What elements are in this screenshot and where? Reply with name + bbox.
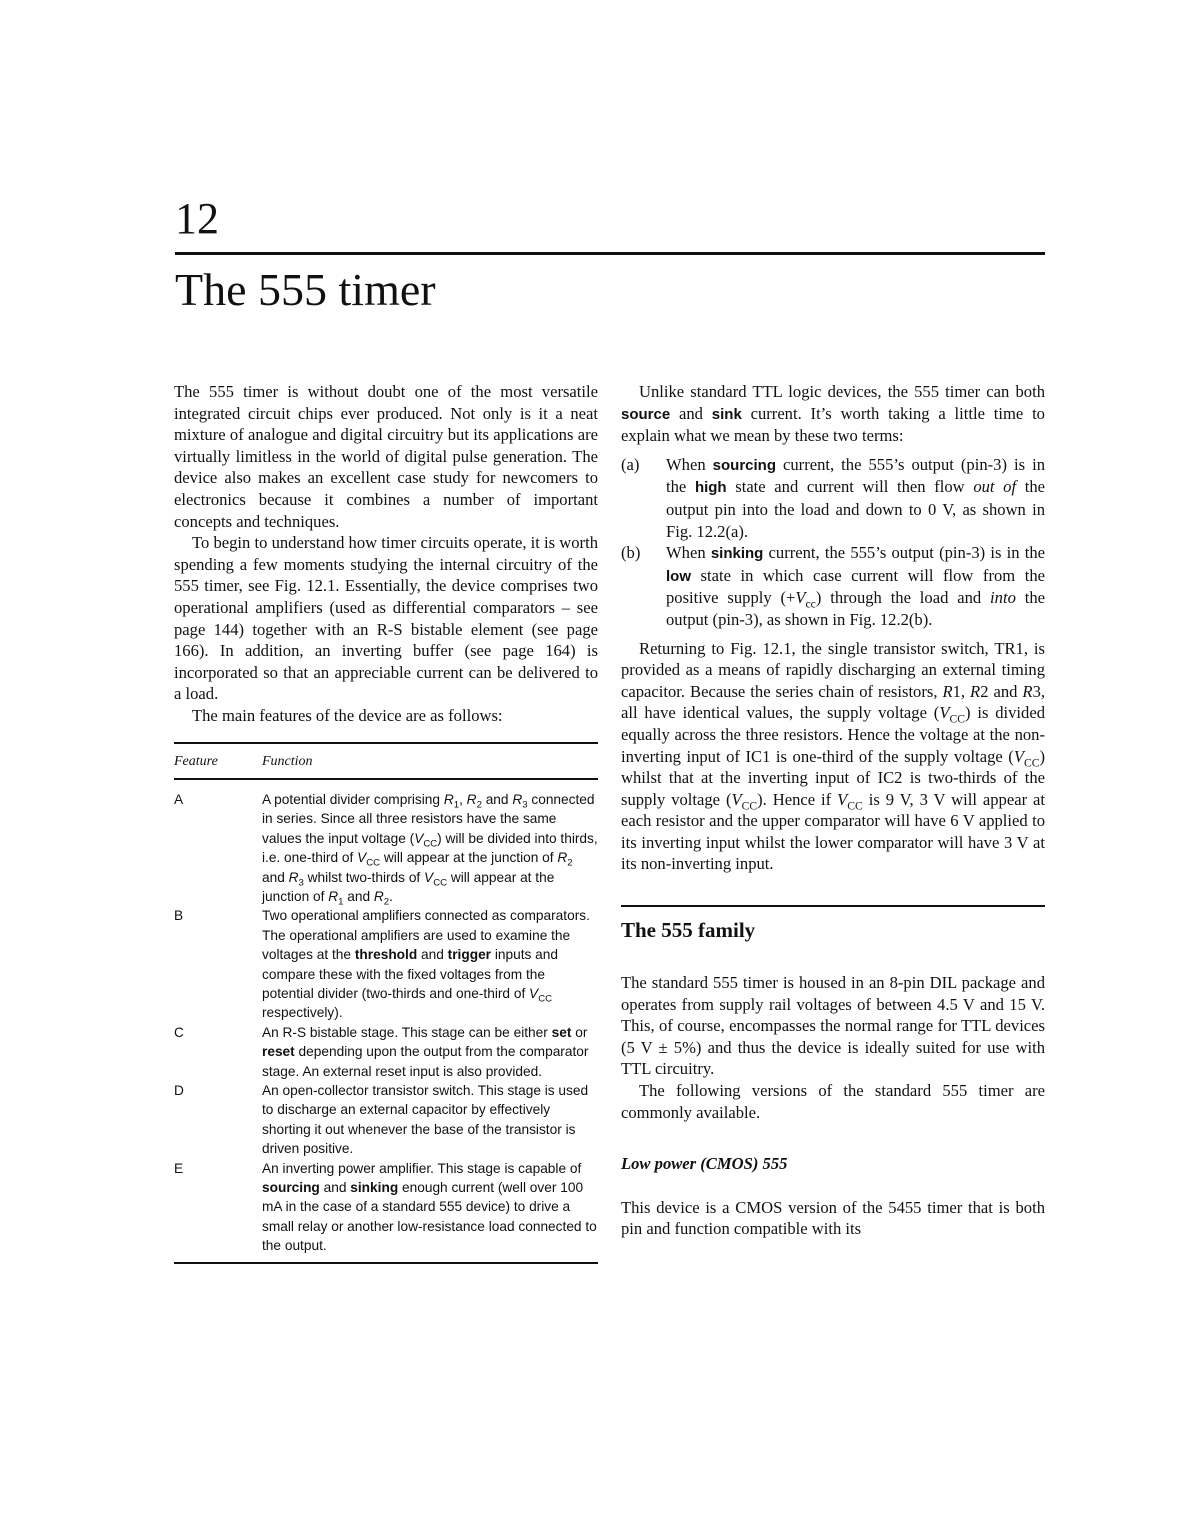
discharge-paragraph: Returning to Fig. 12.1, the single transistor switch, TR1, is provided as a means of rapidly discharging an external timing capacitor. Because the series chain of resistors, R1, R2 and R3, all have identical values, the supply voltage $(V_{CC})$ is divided equally across the three resistors. Hence the voltage at the non-inverting input of IC1 is one-third of the supply voltage $(V_{CC})$ whilst that at the inverting input of IC2 is two-thirds of the supply voltage $(V_{CC})$. Hence if $V_{CC}$ is 9 V, 3 V will appear at each resistor and the upper comparator will have 6 V applied to its inverting input whilst the lower comparator will have 3 V at its non-inverting input. bbox=[621, 638, 1046, 874]
table-row bbox=[174, 1023, 598, 1081]
versions-paragraph: The following versions of the standard 555 timer are commonly available. bbox=[621, 1081, 1045, 1122]
cmos-paragraph: This device is a CMOS version of the 5455 timer that is both pin and function compatible with its bbox=[621, 1197, 1045, 1239]
list-marker: (a) bbox=[621, 454, 640, 474]
table-row bbox=[174, 906, 598, 1022]
sub-heading: Low power (CMOS) 555 bbox=[621, 1154, 788, 1174]
chapter-title: The 555 timer bbox=[175, 264, 436, 315]
table-row bbox=[174, 1159, 598, 1263]
list-item bbox=[621, 542, 1045, 630]
internal-circuitry-paragraph: To begin to understand how timer circuits operate, it is worth spending a few moments studying the internal circuitry of the 555 timer, see Fig. 12.1. Essentially, the device comprises two operational amplifiers (used as differential comparators – see page 144) together with an R-S bistable element (see page 166). In addition, an inverting buffer (see page 164) is incorporated so that an appreciable current can be delivered to a load. bbox=[174, 533, 598, 704]
function-cell: An R-S bistable stage. This stage can be either set or reset depending upon the output from the comparator stage. An external reset input is also provided. bbox=[262, 1024, 589, 1079]
source-sink-paragraph: Unlike standard TTL logic devices, the 555 timer can both source and sink current. It’s worth taking a little time to explain what we mean by these two terms: bbox=[621, 382, 1045, 446]
feature-cell: D bbox=[174, 1083, 184, 1098]
intro-paragraph: The 555 timer is without doubt one of the most versatile integrated circuit chips ever produced. Not only is it a neat mixture of analogue and digital circuitry but its applications are virtually limitless in the world of digital pulse generation. The device also makes an excellent case study for newcomers to electronics because it combines a number of important concepts and techniques. bbox=[174, 382, 598, 531]
section-rule bbox=[621, 905, 1045, 907]
feature-cell: E bbox=[174, 1159, 262, 1263]
function-cell: An open-collector transistor switch. This stage is used to discharge an external capacitor by effectively shorting it out whenever the base of the transistor is driven positive. bbox=[262, 1083, 589, 1157]
chapter-rule bbox=[175, 252, 1045, 255]
right-column bbox=[621, 381, 1045, 1240]
table-header-function: Function bbox=[262, 743, 598, 779]
table-header-feature: Feature bbox=[174, 743, 262, 779]
feature-cell: A bbox=[174, 791, 184, 807]
left-column bbox=[174, 381, 598, 1264]
section-heading: The 555 family bbox=[621, 918, 756, 943]
function-cell: An inverting power amplifier. This stage is capable of sourcing and sinking enough current (well over 100 mA in the case of a standard 555 device) to drive a small relay or another low-resistance load connected to the output. bbox=[262, 1159, 598, 1263]
table-row bbox=[174, 779, 598, 906]
source-sink-list bbox=[621, 454, 1045, 631]
family-paragraph: The standard 555 timer is housed in an 8-pin DIL package and operates from supply rail voltages of between 4.5 V and 15 V. This, of course, encompasses the normal range for TTL devices (5 V ± 5%) and thus the device is ideally suited for use with TTL circuitry. bbox=[621, 973, 1045, 1079]
function-cell: Two operational amplifiers connected as comparators. The operational amplifiers are used to examine the voltages at the threshold and trigger inputs and compare these with the fixed voltages from the potential divider (two-thirds and one-third of $V_{CC}$ respectively). bbox=[262, 908, 590, 1021]
feature-cell: C bbox=[174, 1024, 184, 1040]
features-table bbox=[174, 742, 598, 1264]
list-item bbox=[621, 454, 1045, 542]
feature-cell: B bbox=[174, 908, 184, 924]
table-header-row bbox=[174, 743, 598, 779]
list-marker: (b) bbox=[621, 543, 641, 563]
list-item-text: When sinking current, the 555’s output (pin-3) is in the low state in which case current will flow from the positive supply $(+V_{cc})$ through the load and into the output (pin-3), as shown in Fig. 12.2(b). bbox=[666, 543, 1045, 629]
features-intro-paragraph: The main features of the device are as follows: bbox=[192, 705, 503, 725]
table-row bbox=[174, 1081, 598, 1159]
list-item-text: When sourcing current, the 555’s output (pin-3) is in the high state and current will then flow out of the output pin into the load and down to 0 V, as shown in Fig. 12.2(a). bbox=[666, 454, 1046, 541]
chapter-number: 12 bbox=[175, 194, 219, 243]
function-cell: A potential divider comprising $R_1$, $R_2$ and $R_3$ connected in series. Since all three resistors have the same values the input voltage $(V_{CC})$ will be divided into thirds, i.e. one-third of $V_{CC}$ will appear at the junction of $R_2$ and $R_3$ whilst two-thirds of $V_{CC}$ will appear at the junction of $R_1$ and $R_2$. bbox=[262, 791, 598, 908]
